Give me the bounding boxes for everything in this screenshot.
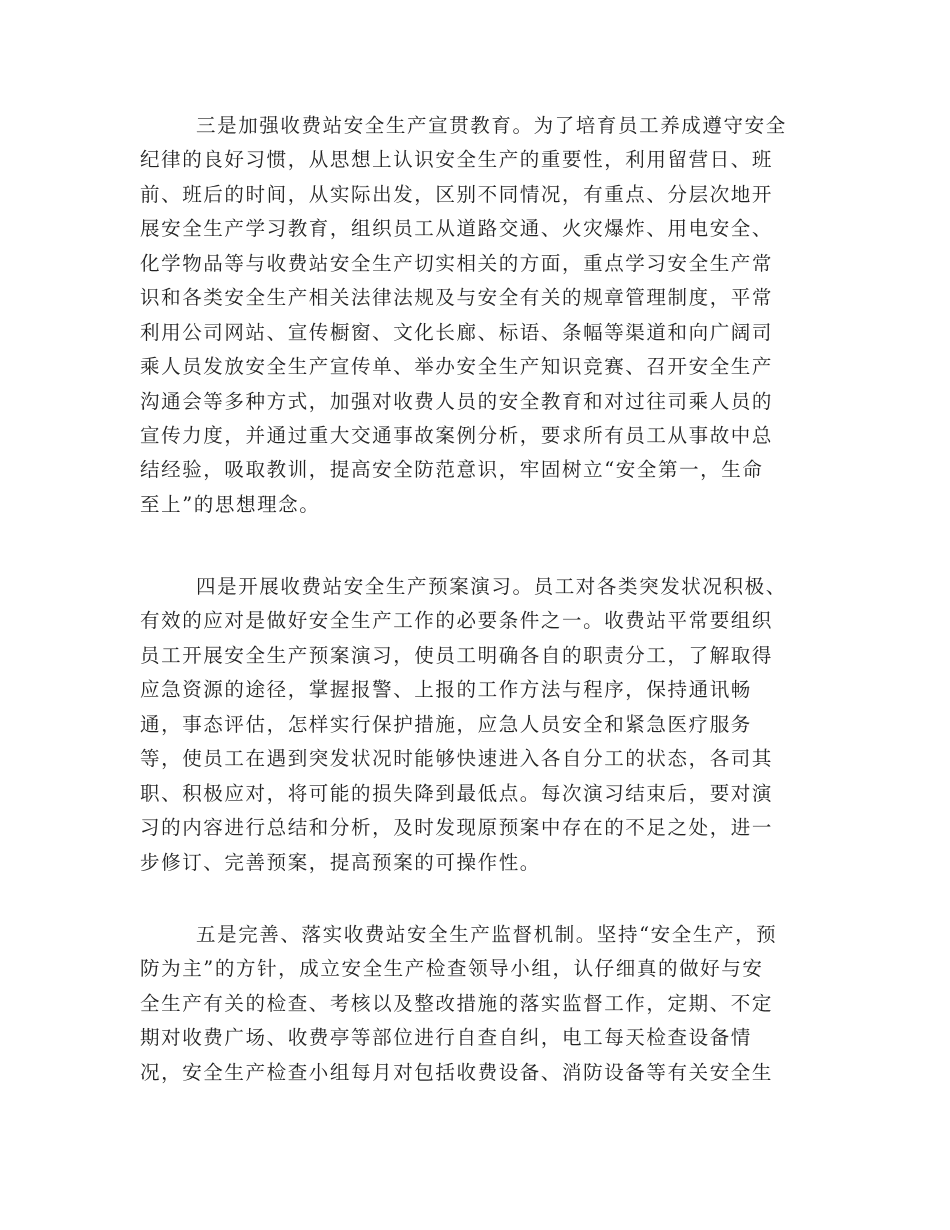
text-line: 沟通会等多种方式，加强对收费人员的安全教育和对过往司乘人员的 bbox=[140, 389, 774, 413]
text-line: 况，安全生产检查小组每月对包括收费设备、消防设备等有关安全生 bbox=[140, 1060, 774, 1084]
text-line: 全生产有关的检查、考核以及整改措施的落实监督工作，定期、不定 bbox=[140, 991, 774, 1015]
text-line: 有效的应对是做好安全生产工作的必要条件之一。收费站平常要组织 bbox=[140, 609, 774, 633]
text-line: 步修订、完善预案，提高预案的可操作性。 bbox=[140, 850, 541, 874]
text-line: 至上”的思想理念。 bbox=[140, 492, 321, 516]
text-line: 应急资源的途径，掌握报警、上报的工作方法与程序，保持通讯畅 bbox=[140, 678, 752, 702]
text-line: 宣传力度，并通过重大交通事故案例分析，要求所有员工从事故中总 bbox=[140, 423, 774, 447]
text-line: 识和各类安全生产相关法律法规及与安全有关的规章管理制度，平常 bbox=[140, 286, 774, 310]
text-line: 化学物品等与收费站安全生产切实相关的方面，重点学习安全生产常 bbox=[140, 251, 774, 275]
text-line: 利用公司网站、宣传橱窗、文化长廊、标语、条幅等渠道和向广阔司 bbox=[140, 320, 774, 344]
text-line: 三是加强收费站安全生产宣贯教育。为了培育员工养成遵守安全 bbox=[196, 114, 787, 137]
paragraph-supervision-mechanism bbox=[140, 918, 820, 1090]
text-line: 四是开展收费站安全生产预案演习。员工对各类突发状况积极、 bbox=[196, 575, 787, 598]
text-line: 展安全生产学习教育，组织员工从道路交通、火灾爆炸、用电安全、 bbox=[140, 217, 774, 241]
text-line: 前、班后的时间，从实际出发，区别不同情况，有重点、分层次地开 bbox=[140, 182, 774, 206]
paragraph-emergency-drill bbox=[140, 570, 820, 880]
text-line: 通，事态评估，怎样实行保护措施，应急人员安全和紧急医疗服务 bbox=[140, 712, 752, 736]
text-line: 结经验，吸取教训，提高安全防范意识，牢固树立“安全第一，生命 bbox=[140, 458, 764, 482]
text-line: 习的内容进行总结和分析，及时发现原预案中存在的不足之处，进一 bbox=[140, 816, 774, 840]
text-line: 纪律的良好习惯，从思想上认识安全生产的重要性，利用留营日、班 bbox=[140, 148, 774, 172]
text-line: 等，使员工在遇到突发状况时能够快速进入各自分工的状态，各司其 bbox=[140, 747, 774, 771]
text-line: 五是完善、落实收费站安全生产监督机制。坚持“安全生产，预 bbox=[196, 923, 778, 946]
text-line: 职、积极应对，将可能的损失降到最低点。每次演习结束后，要对演 bbox=[140, 781, 774, 805]
text-line: 期对收费广场、收费亭等部位进行自查自纠，电工每天检查设备情 bbox=[140, 1026, 752, 1050]
text-line: 乘人员发放安全生产宣传单、举办安全生产知识竞赛、召开安全生产 bbox=[140, 355, 774, 379]
text-line: 员工开展安全生产预案演习，使员工明确各自的职责分工，了解取得 bbox=[140, 643, 774, 667]
text-line: 防为主”的方针，成立安全生产检查领导小组，认仔细真的做好与安 bbox=[140, 957, 764, 981]
paragraph-safety-education bbox=[140, 109, 820, 522]
